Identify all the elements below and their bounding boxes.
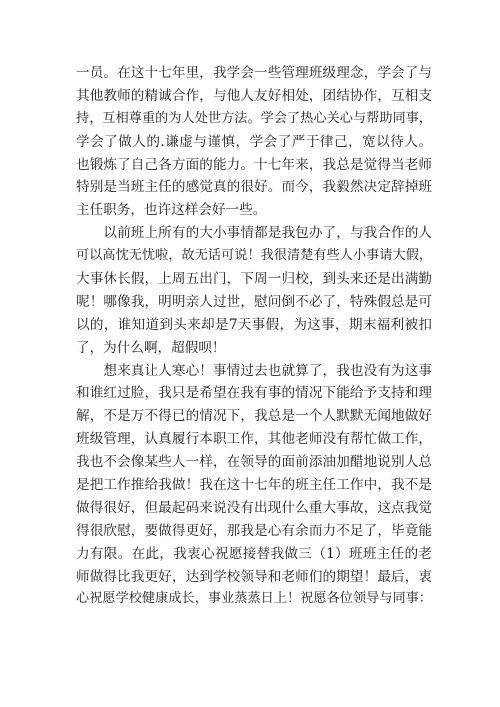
text-line: 解，不是万不得已的情况下，我总是一个人默默无闻地做好 <box>76 408 432 425</box>
text-line: 也锻炼了自己各方面的能力。十七年来，我总是觉得当老师 <box>76 156 432 173</box>
text-line: 大事休长假，上周五出门，下周一归校，到头来还是出满勤 <box>76 271 432 288</box>
text-line: 做得很好，但最起码来说没有出现什么重大事故，这点我觉 <box>76 499 432 516</box>
text-line: 我也不会像某些人一样，在领导的面前添油加醋地说别人总 <box>76 454 432 471</box>
text-line: 特别是当班主任的感觉真的很好。而今，我毅然决定辞掉班 <box>76 179 432 196</box>
text-line: 呢！哪像我，明明亲人过世，慰问倒不必了，特殊假总是可 <box>76 293 432 310</box>
text-line: 和谁红过脸，我只是希望在我有事的情况下能给予支持和理 <box>76 385 432 402</box>
text-line: 一员。在这十七年里，我学会一些管理班级理念，学会了与 <box>76 65 432 81</box>
text-line: 得很欣慰，要做得更好，那我是心有余而力不足了，毕竟能 <box>76 522 432 539</box>
document-body-text <box>76 62 432 611</box>
text-line: 可以高忱无忧啦，故无话可说！我很清楚有些人小事请大假， <box>76 248 432 264</box>
text-line: 以前班上所有的大小事情都是我包办了，与我合作的人 <box>76 225 432 242</box>
text-line: 力有限。在此，我衷心祝愿接替我做三（1）班班主任的老 <box>76 545 432 562</box>
text-line: 了，为什么啊，超假呗！ <box>76 339 226 356</box>
text-line: 学会了做人的.谦虚与谨慎，学会了严于律己，宽以待人。 <box>76 133 432 150</box>
text-line: 想来真让人寒心！事情过去也就算了，我也没有为这事 <box>76 362 432 379</box>
text-line: 其他教师的精诚合作，与他人友好相处，团结协作，互相支 <box>76 87 432 104</box>
text-line: 师做得比我更好，达到学校领导和老师们的期望！最后，衷 <box>76 568 432 585</box>
text-line: 心祝愿学校健康成长，事业蒸蒸日上！祝愿各位领导与同事： <box>76 591 432 607</box>
text-line: 以的，谁知道到头来却是7天事假，为这事，期末福利被扣 <box>76 316 432 333</box>
text-line: 是把工作推给我做！我在这十七年的班主任工作中，我不是 <box>76 477 432 494</box>
text-line: 主任职务，也许这样会好一些。 <box>76 202 267 219</box>
text-line: 班级管理，认真履行本职工作，其他老师没有帮忙做工作， <box>76 431 432 448</box>
text-line: 持，互相尊重的为人处世方法。学会了热心关心与帮助同事， <box>76 110 432 126</box>
